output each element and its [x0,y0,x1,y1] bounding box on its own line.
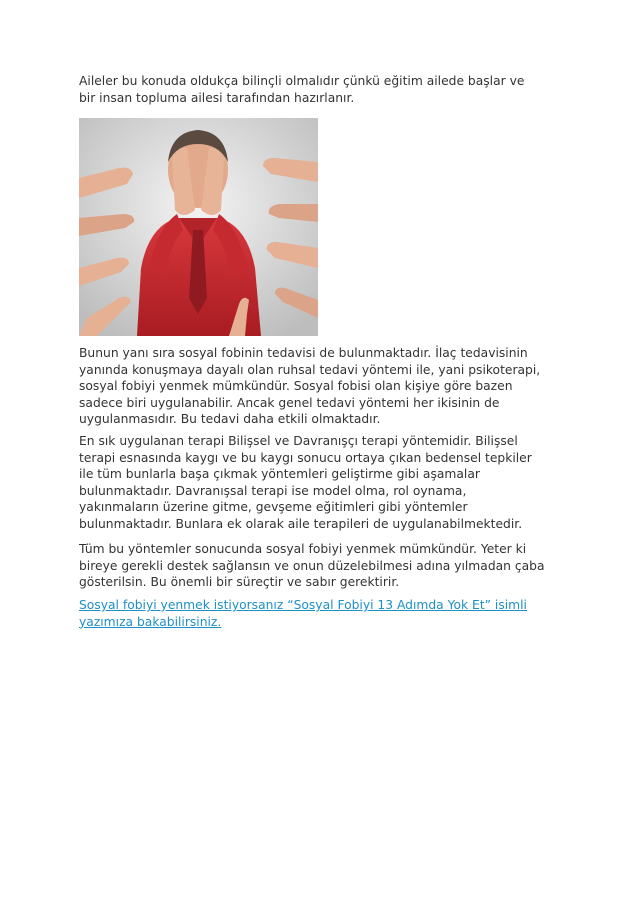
text-line: bir insan topluma ailesi tarafından hazırlanır. [79,90,355,105]
text-line: Bunun yanı sıra sosyal fobinin tedavisi de bulunmaktadır. İlaç tedavisinin [79,346,528,360]
social-phobia-photo [79,118,318,336]
text-line: bulunmaktadır. Davranışsal terapi ise model olma, rol oynama, [79,483,467,498]
text-line: sosyal fobiyi yenmek mümkündür. Sosyal fobisi olan kişiye göre bazen [79,379,513,394]
related-article-link[interactable]: yazımıza bakabilirsiniz. [79,614,222,629]
related-article-link[interactable]: Sosyal fobiyi yenmek istiyorsanız “Sosyal Fobiyi 13 Adımda Yok Et” isimli [79,598,527,612]
text-line: yakınmaların üzerine gitme, gevşeme eğitimleri gibi yöntemler [79,500,468,515]
related-article-paragraph [79,597,569,630]
therapy-paragraph [79,433,569,533]
text-line: bulunmaktadır. Bunlara ek olarak aile terapileri de uygulanabilmektedir. [79,516,523,531]
text-line: terapi esnasında kaygı ve bu kaygı sonucu ortaya çıkan bedensel tepkiler [79,450,532,465]
text-line: gösterilsin. Bu önemli bir süreçtir ve sabır gerektirir. [79,575,400,590]
text-line: uygulanmasıdır. Bu tedavi daha etkili olmaktadır. [79,412,381,427]
treatment-paragraph [79,345,569,428]
text-line: Tüm bu yöntemler sonucunda sosyal fobiyi yenmek mümkündür. Yeter ki [79,542,527,556]
text-line: sadece biri uygulanabilir. Ancak genel tedavi yöntemi her ikisinin de [79,395,500,410]
text-line: En sık uygulanan terapi Bilişsel ve Davranışçı terapi yöntemidir. Bilişsel [79,434,518,448]
text-line: ile tüm bunlarla başa çıkmak yöntemleri geliştirme gibi aşamalar [79,467,480,482]
text-line: Aileler bu konuda oldukça bilinçli olmalıdır çünkü eğitim ailede başlar ve [79,74,525,88]
conclusion-paragraph [79,541,569,591]
text-line: yanında konuşmaya dayalı olan ruhsal tedavi yöntemi ile, yani psikoterapi, [79,362,541,377]
text-line: bireye gerekli destek sağlansın ve onun düzelebilmesi adına yılmadan çaba [79,558,545,573]
intro-paragraph [79,73,569,106]
